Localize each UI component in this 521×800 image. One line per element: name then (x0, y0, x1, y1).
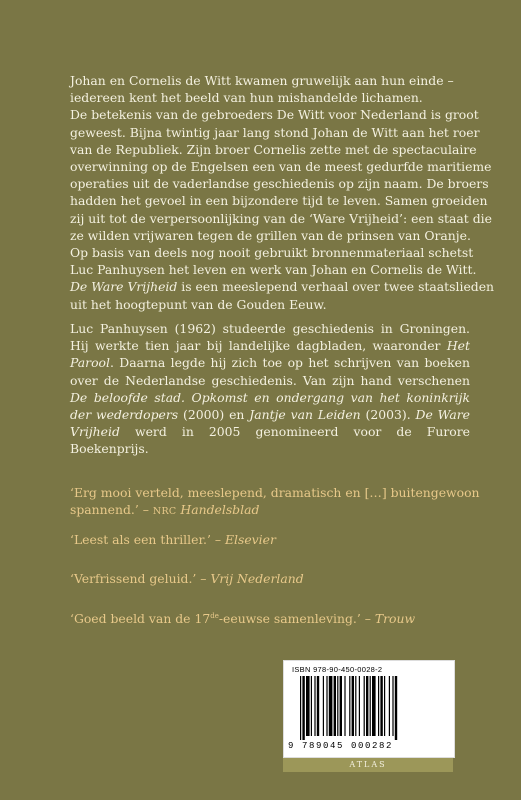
book-title: De Ware Vrijheid (70, 407, 470, 440)
blurb-line: zij uit tot de verpersoonlijking van de ‘Ware Vrijheid’: een staat die (70, 210, 492, 226)
review-text: ‘Verfrissend geluid.’ – (70, 571, 211, 586)
review-text: ‘Goed beeld van de 17 (70, 611, 211, 627)
barcode-digits: 9 789045 000282 (288, 741, 394, 751)
barcode (283, 660, 455, 758)
review-line (70, 501, 490, 520)
blurb-line: overwinning op de Engelsen een van de meest gedurfde maritieme (70, 159, 492, 175)
review-source: Trouw (374, 611, 416, 627)
newspaper-title: Het Parool (70, 338, 470, 371)
bio-text: Luc Panhuysen (1962) studeerde geschiedenis in Groningen. Hij werkte tien jaar bij landelijke dagbladen, waaronder (70, 321, 470, 354)
book-title: Jantje van Leiden (249, 407, 361, 423)
review-quote (70, 608, 490, 627)
review-quote (70, 484, 490, 520)
publisher-logo: ATLAS (283, 758, 453, 772)
bio-text: (2003). (360, 407, 416, 423)
blurb-line: ze wilden vrijwaren tegen de grillen van de prinsen van Oranje. (70, 227, 471, 243)
blurb-line: uit het hoogtepunt van de Gouden Eeuw. (70, 296, 327, 312)
barcode-bars (298, 676, 440, 740)
book-title: De Ware Vrijheid (70, 279, 178, 295)
isbn-text: ISBN 978-90-450-0028-2 (292, 665, 383, 674)
book-title: De beloofde stad. Opkomst en ondergang van het koninkrijk der wederdopers (70, 389, 470, 423)
review-quote (70, 531, 490, 548)
bio-text: . Daarna legde hij zich toe op het schrijven van boeken over de Nederlandse geschiedenis. Van zijn hand verschenen (70, 355, 470, 388)
blurb-line: van de Republiek. Zijn broer Cornelis zette met de spectaculaire (70, 141, 477, 157)
blurb (70, 72, 495, 313)
blurb-line: iedereen kent het beeld van hun mishandelde lichamen. (70, 90, 423, 106)
author-bio (70, 320, 470, 458)
blurb-line: De betekenis van de gebroeders De Witt voor Nederland is groot (70, 107, 479, 123)
review-source: Elsevier (224, 532, 276, 547)
blurb-line: geweest. Bijna twintig jaar lang stond Johan de Witt aan het roer (70, 124, 480, 140)
bio-text: (2000) en (178, 407, 250, 423)
blurb-line: Johan en Cornelis de Witt kwamen gruwelijk aan hun einde – (70, 73, 454, 88)
blurb-line: operaties uit de vaderlandse geschiedenis op zijn naam. De broers (70, 176, 489, 192)
review-text: -eeuwse samenleving.’ – (218, 611, 375, 627)
bio-text: werd in 2005 genomineerd voor de Furore Boekenprijs. (70, 424, 470, 457)
review-text: ‘Erg mooi verteld, meeslepend, dramatisch en […] buitengewoon (70, 485, 480, 500)
blurb-line: Op basis van deels nog nooit gebruikt bronnenmateriaal schetst (70, 245, 474, 261)
blurb-line: Luc Panhuysen het leven en werk van Johan en Cornelis de Witt. (70, 262, 477, 278)
review-text: spannend.’ – (70, 502, 153, 518)
blurb-line-text: is een meeslepend verhaal over twee staatslieden (177, 279, 495, 295)
review-text: ‘Leest als een thriller.’ – (70, 532, 225, 547)
blurb-line (70, 278, 495, 295)
review-quote (70, 570, 490, 587)
review-source: NRC (152, 506, 177, 518)
blurb-line: hadden het gevoel in een bijzondere tijd te leven. Samen groeiden (70, 193, 488, 209)
review-source: Handelsblad (176, 502, 260, 518)
ordinal-suffix: de (210, 612, 219, 620)
review-source: Vrij Nederland (210, 571, 304, 586)
